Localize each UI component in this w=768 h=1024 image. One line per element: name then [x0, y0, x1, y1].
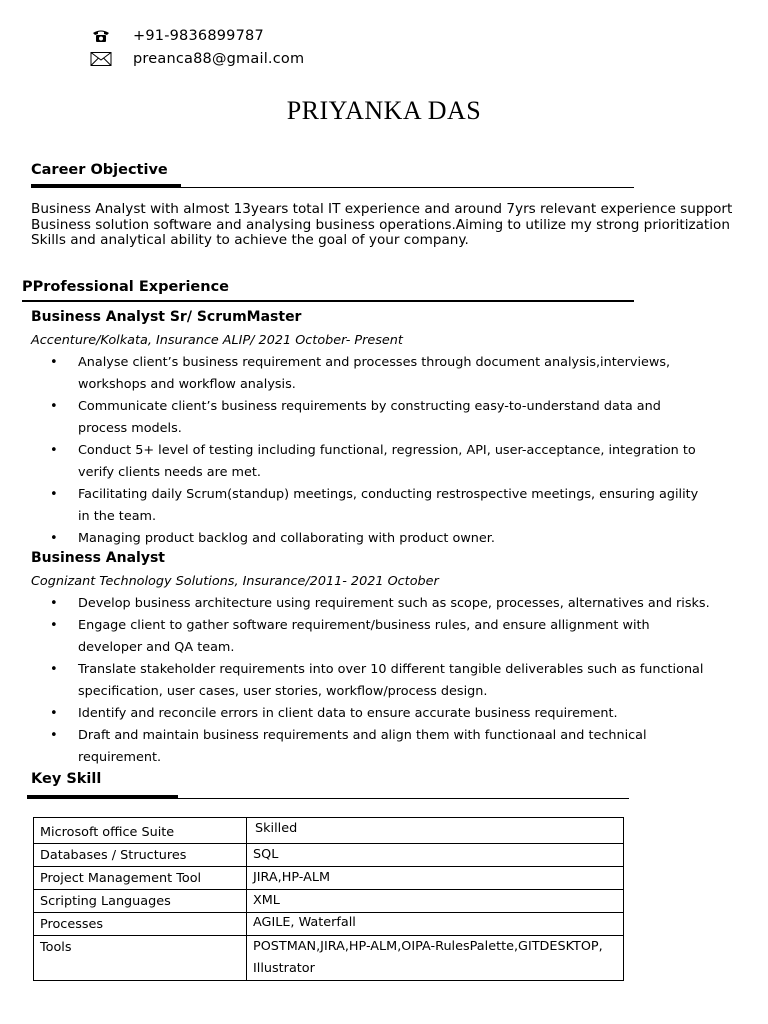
- bullet-icon: •: [50, 355, 58, 370]
- bullet-icon: •: [50, 706, 58, 721]
- list-item: • Communicate client’s business requirements by constructing easy-to-understand data and process models.: [50, 396, 740, 440]
- heading-divider: [31, 187, 634, 188]
- phone-icon: [90, 27, 112, 45]
- job-duties-list: [50, 352, 740, 550]
- table-row: [34, 890, 624, 913]
- skill-name: Tools: [34, 936, 247, 981]
- list-item: • Engage client to gather software requirement/business rules, and ensure allignment with developer and QA team.: [50, 615, 740, 659]
- skill-value: Skilled: [247, 818, 624, 844]
- skill-name: Databases / Structures: [34, 844, 247, 867]
- phone-number: +91-9836899787: [133, 28, 264, 44]
- list-item: • Draft and maintain business requirements and align them with functionaal and technical requirement.: [50, 725, 740, 769]
- skills-table: [33, 817, 624, 981]
- envelope-icon: [90, 50, 112, 68]
- candidate-name: PRIYANKA DAS: [286, 96, 482, 125]
- heading-divider: [22, 300, 634, 302]
- table-row: [34, 936, 624, 981]
- heading-divider: [27, 798, 629, 799]
- bullet-icon: •: [50, 728, 58, 743]
- job-duties-list: [50, 593, 740, 769]
- skill-value: POSTMAN,JIRA,HP-ALM,OIPA-RulesPalette,GITDESKTOP, Illustrator: [247, 936, 624, 981]
- skill-name: Scripting Languages: [34, 890, 247, 913]
- email-address: preanca88@gmail.com: [133, 51, 305, 67]
- objective-line: Business solution software and analysing business operations.Aiming to utilize my strong prioritization: [31, 216, 730, 233]
- skill-name: Project Management Tool: [34, 867, 247, 890]
- objective-line: Business Analyst with almost 13years total IT experience and around 7yrs relevant experience support: [31, 201, 733, 217]
- skill-value: XML: [247, 890, 624, 913]
- email-row: [90, 48, 305, 70]
- experience-heading: PProfessional Experience: [22, 279, 230, 295]
- list-item: • Identify and reconcile errors in client data to ensure accurate business requirement.: [50, 703, 740, 725]
- table-row: [34, 867, 624, 890]
- job-title: Business Analyst Sr/ ScrumMaster: [31, 309, 302, 325]
- bullet-icon: •: [50, 487, 58, 502]
- bullet-icon: •: [50, 443, 58, 458]
- job-title: Business Analyst: [31, 550, 165, 566]
- table-row: [34, 818, 624, 844]
- job-meta: Cognizant Technology Solutions, Insurance/2011- 2021 October: [31, 574, 439, 589]
- career-objective-text: [31, 202, 732, 249]
- list-item: • Managing product backlog and collaborating with product owner.: [50, 528, 740, 550]
- key-skill-heading: Key Skill: [31, 771, 102, 787]
- bullet-icon: •: [50, 662, 58, 677]
- career-objective-heading: Career Objective: [31, 162, 168, 178]
- list-item: • Develop business architecture using requirement such as scope, processes, alternatives and risks.: [50, 593, 740, 615]
- list-item: • Facilitating daily Scrum(standup) meetings, conducting restrospective meetings, ensuring agility in the team.: [50, 484, 740, 528]
- bullet-icon: •: [50, 596, 58, 611]
- list-item: • Translate stakeholder requirements into over 10 different tangible deliverables such as functional specification, user cases, user stories, workflow/process design.: [50, 659, 740, 703]
- bullet-icon: •: [50, 399, 58, 414]
- table-row: [34, 844, 624, 867]
- phone-row: [90, 25, 264, 47]
- objective-line: Skills and analytical ability to achieve the goal of your company.: [31, 232, 469, 248]
- list-item: • Analyse client’s business requirement and processes through document analysis,interviews, workshops and workflow analysis.: [50, 352, 740, 396]
- bullet-icon: •: [50, 618, 58, 633]
- skill-name: Microsoft office Suite: [34, 818, 247, 844]
- skill-name: Processes: [34, 913, 247, 936]
- job-meta: Accenture/Kolkata, Insurance ALIP/ 2021 October- Present: [31, 333, 403, 348]
- list-item: • Conduct 5+ level of testing including functional, regression, API, user-acceptance, integration to verify clients needs are met.: [50, 440, 740, 484]
- bullet-icon: •: [50, 531, 58, 546]
- table-row: [34, 913, 624, 936]
- skill-value: SQL: [247, 844, 624, 867]
- skill-value: AGILE, Waterfall: [247, 913, 624, 936]
- skill-value: JIRA,HP-ALM: [247, 867, 624, 890]
